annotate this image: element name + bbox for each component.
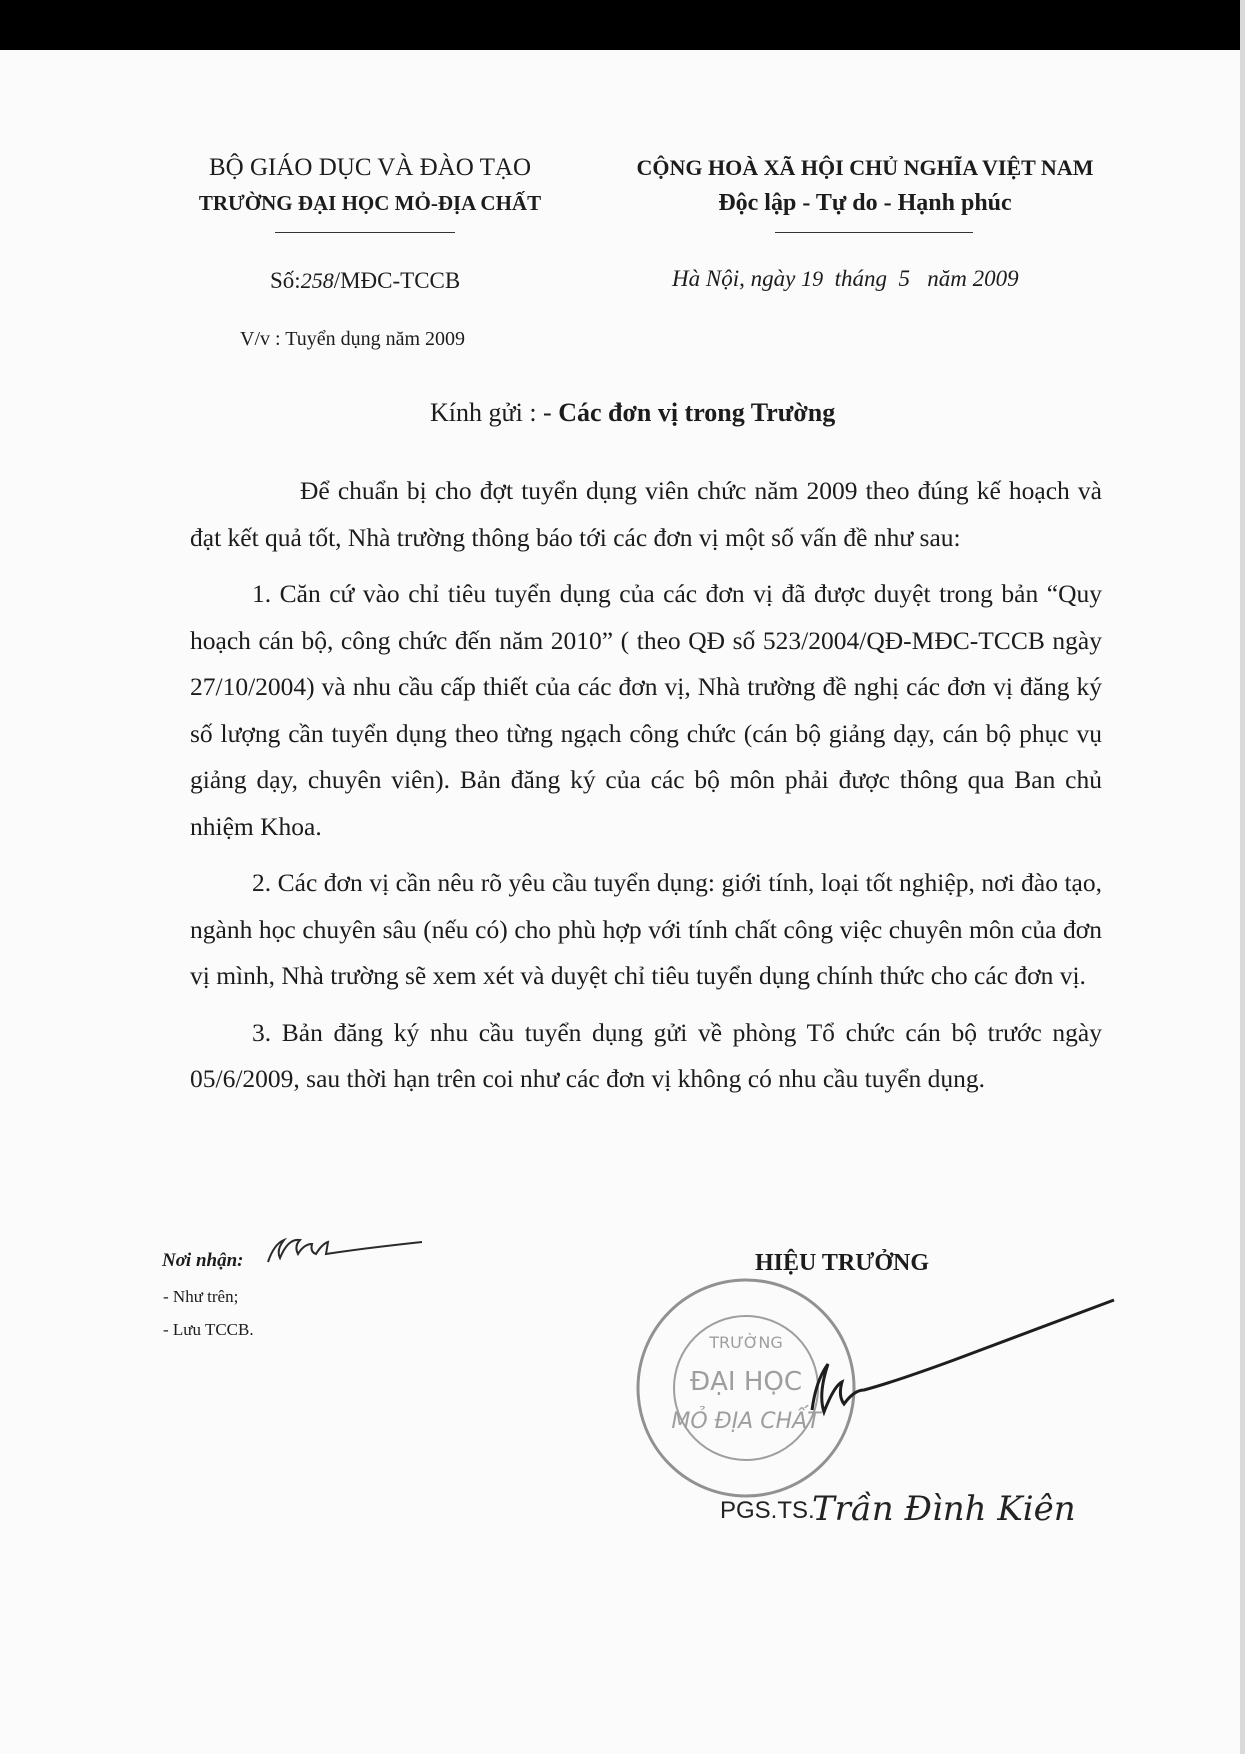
document-number-suffix: /MĐC-TCCB: [333, 268, 461, 293]
recipient-label: Kính gửi : -: [430, 398, 552, 427]
date-place: Hà Nội, ngày: [672, 266, 796, 291]
date-month-label: tháng: [834, 266, 887, 291]
date-year-label: năm: [927, 266, 967, 291]
date-day: 19: [801, 266, 824, 291]
recipients-item: - Lưu TCCB.: [163, 1320, 254, 1339]
body-item-1: 1. Căn cứ vào chỉ tiêu tuyển dụng của các đơn vị đã được duyệt trong bản “Quy hoạch cán bộ, công chức đến năm 2010” ( theo QĐ số 523/2004/QĐ-MĐC-TCCB ngày 27/10/2004) và nhu cầu cấp thiết của các đơn vị, Nhà trường đề nghị các đơn vị đăng ký số lượng cần tuyển dụng theo từng ngạch công chức (cán bộ giảng dạy, cán bộ phục vụ giảng dạy, chuyên viên). Bản đăng ký của các bộ môn phải được thông qua Ban chủ nhiệm Khoa.: [190, 579, 1102, 841]
country-name: CỘNG HOÀ XÃ HỘI CHỦ NGHĨA VIỆT NAM: [636, 155, 1094, 180]
initials-signature: [268, 1240, 422, 1262]
university-name: TRƯỜNG ĐẠI HỌC MỎ-ĐỊA CHẤT: [198, 191, 542, 215]
scan-right-border: [1240, 0, 1245, 1754]
signer-title: HIỆU TRƯỞNG: [755, 1250, 930, 1276]
body-item-3: 3. Bản đăng ký nhu cầu tuyển dụng gửi về phòng Tổ chức cán bộ trước ngày 05/6/2009, sau thời hạn trên coi như các đơn vị không có nhu cầu tuyển dụng.: [190, 1017, 1102, 1093]
recipients-label: Nơi nhận:: [162, 1250, 244, 1271]
seal-text-3: MỎ ĐỊA CHẤT: [671, 1409, 821, 1434]
document-number-handwritten: 258: [300, 268, 334, 293]
document-number-prefix: Số:: [270, 268, 301, 293]
signer-rank: PGS.TS.: [720, 1497, 815, 1524]
seal-text-1: TRƯỜNG: [709, 1333, 783, 1352]
national-motto: Độc lập - Tự do - Hạnh phúc: [718, 190, 1012, 216]
document-subject: V/v : Tuyển dụng năm 2009: [240, 328, 466, 350]
ministry-name: BỘ GIÁO DỤC VÀ ĐÀO TẠO: [209, 154, 531, 181]
date-month: 5: [898, 266, 910, 291]
body-item-2: 2. Các đơn vị cần nêu rõ yêu cầu tuyển dụng: giới tính, loại tốt nghiệp, nơi đào tạo, ngành học chuyên sâu (nếu có) cho phù hợp với tính chất công việc chuyên môn của đơn vị mình, Nhà trường sẽ xem xét và duyệt chỉ tiêu tuyển dụng chính thức cho các đơn vị.: [190, 868, 1102, 990]
principal-signature: [812, 1300, 1114, 1412]
body-intro: Để chuẩn bị cho đợt tuyển dụng viên chức năm 2009 theo đúng kế hoạch và đạt kết quả tốt, Nhà trường thông báo tới các đơn vị một số vấn đề như sau:: [190, 476, 1102, 552]
signer-name: Trần Đình Kiên: [812, 1489, 1076, 1529]
recipient-name: Các đơn vị trong Trường: [558, 398, 836, 427]
recipients-item: - Như trên;: [163, 1287, 239, 1306]
date-year: 2009: [972, 266, 1019, 291]
seal-text-2: ĐẠI HỌC: [689, 1367, 803, 1397]
